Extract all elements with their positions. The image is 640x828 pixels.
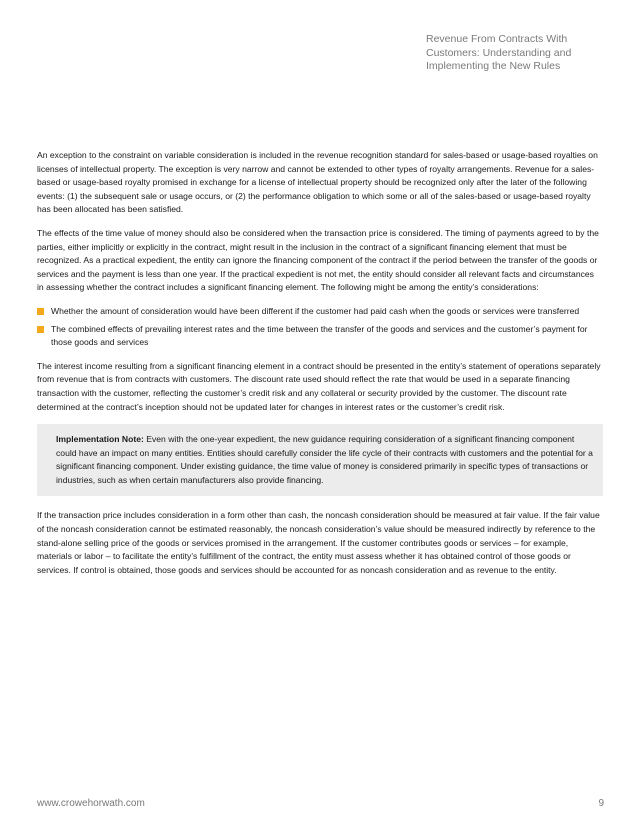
header-line: Implementing the New Rules — [426, 60, 561, 72]
header-line: Customers: Understanding and — [426, 46, 572, 59]
implementation-note — [37, 424, 603, 496]
list-item — [37, 323, 603, 350]
footer-url: www.crowehorwath.com — [37, 798, 145, 809]
note-label: Implementation Note: — [56, 434, 144, 445]
square-bullet-icon — [37, 308, 44, 315]
list-item-text: Whether the amount of consideration would have been different if the customer had paid cash when the goods or services were transferred — [51, 305, 580, 316]
paragraph-time-value: The effects of the time value of money should also be considered when the transaction price is considered. The timing of payments agreed to by the parties, either implicitly or explicitly in the contract, might result in the inclusion in the contract of a significant financing element that must be recognized. As a practical expedient, the entity can ignore the financing component of the contract if the period between the transfer of the goods or services and the payment is less than one year. If the practical expedient is not met, the entity should consider all relevant facts and circumstances in assessing whether the contract includes a significant financing element. The following might be among the entity’s considerations: — [37, 227, 599, 293]
list-item-text: The combined effects of prevailing interest rates and the time between the transfer of the goods and services and the customer’s payment for those goods and services — [51, 323, 588, 348]
main-content — [37, 149, 603, 587]
paragraph-noncash: If the transaction price includes consideration in a form other than cash, the noncash consideration should be measured at fair value. If the fair value of the noncash consideration cannot be estimated reasonably, the noncash consideration’s value should be measured indirectly by reference to the stand-alone selling price of the goods or services promised in the arrangement. If the customer contributes goods or services – for example, materials or labor – to facilitate the entity’s fulfillment of the contract, the entity must assess whether it has obtained control of those goods or services. If control is obtained, those goods and services should be accounted for as noncash consideration and as revenue to the entity. — [37, 510, 600, 575]
paragraph-interest-income: The interest income resulting from a significant financing element in a contract should be presented in the entity’s statement of operations separately from revenue that is from contracts with customers. The discount rate used should reflect the rate that would be used in a separate financing transaction with the customer, reflecting the customer’s credit risk and any collateral or security provided by the customer. The discount rate determined at the contract’s inception should not be updated later for changes in interest rates or the customer’s credit risk. — [37, 360, 601, 412]
note-text: Even with the one-year expedient, the new guidance requiring consideration of a significant financing component could have an impact on many entities. Entities should carefully consider the life cycle of their contracts with customers and the potential for a significant financing component. Under existing guidance, the time value of money is considered primarily in specific types of transactions or industries, such as when certain manufacturers also provide financing. — [56, 434, 593, 485]
header-line: Revenue From Contracts With — [426, 33, 568, 45]
square-bullet-icon — [37, 326, 44, 333]
considerations-list — [37, 305, 603, 350]
paragraph-royalty-exception: An exception to the constraint on variable consideration is included in the revenue recognition standard for sales-based or usage-based royalties on licenses of intellectual property. The exception is very narrow and cannot be extended to other types of royalty arrangements. Revenue for a sales-based or usage-based royalty promised in exchange for a license of intellectual property should be recognized only after the later of the following events: (1) the subsequent sale or usage occurs, or (2) the performance obligation to which some or all of the sales-based or usage-based royalty has been allocated has been satisfied. — [37, 150, 598, 215]
running-header — [426, 33, 616, 74]
page-number: 9 — [598, 798, 604, 809]
list-item — [37, 305, 603, 319]
